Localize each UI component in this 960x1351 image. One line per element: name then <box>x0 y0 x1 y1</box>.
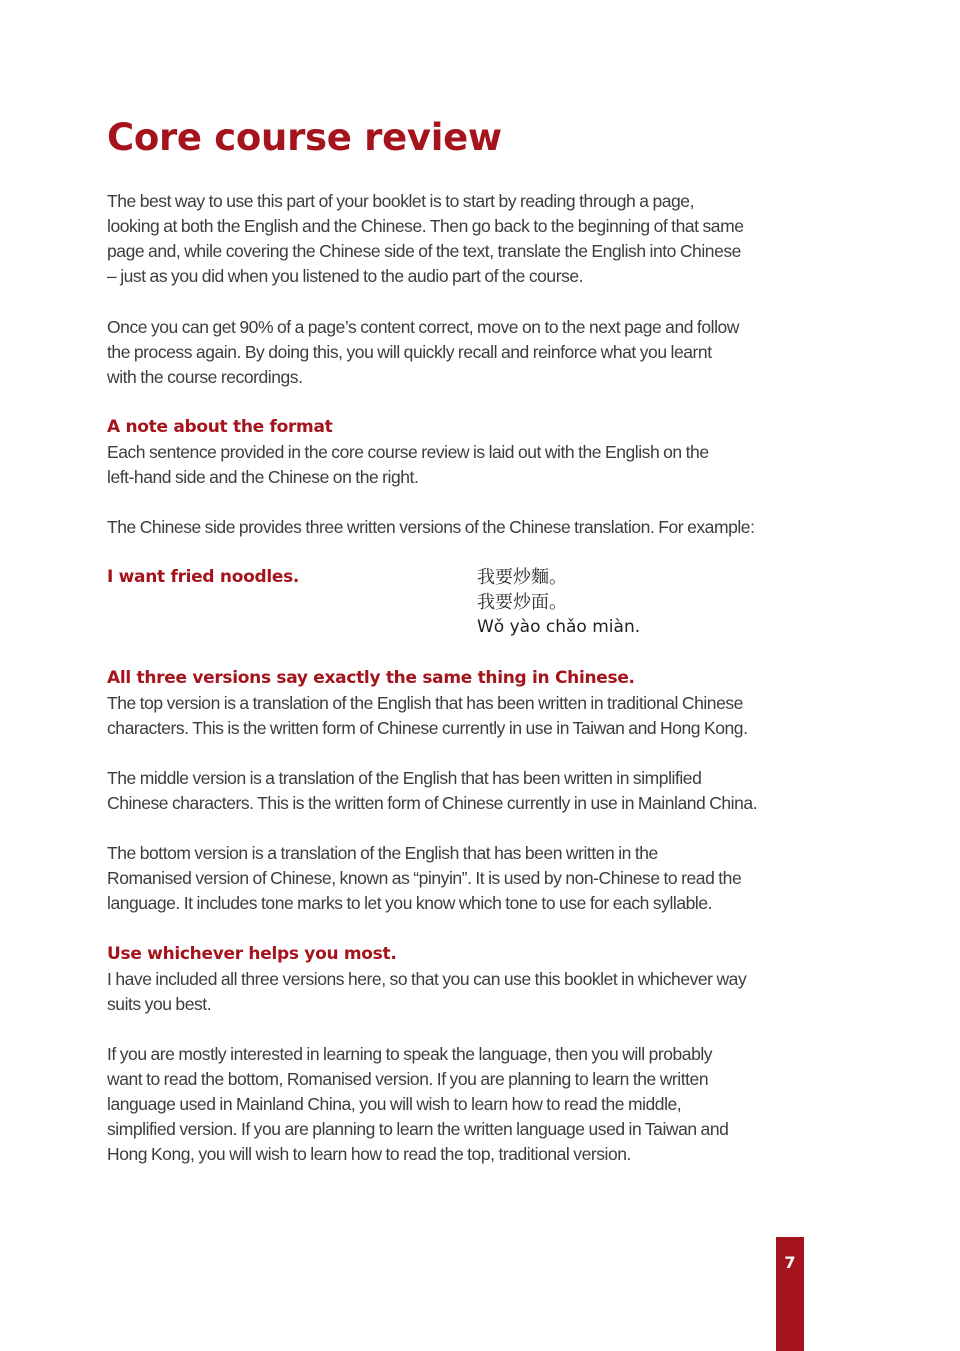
format-note-heading: A note about the format <box>107 417 333 437</box>
format-note-paragraph-2 <box>107 515 817 540</box>
versions-bottom-paragraph <box>107 841 817 916</box>
versions-middle-paragraph <box>107 766 817 816</box>
text-line: want to read the bottom, Romanised version. If you are planning to learn the written <box>107 1069 709 1089</box>
format-note-section-2 <box>107 515 817 540</box>
usage-section <box>107 942 817 1017</box>
text-line: The bottom version is a translation of the English that has been written in the <box>107 843 658 863</box>
text-line: looking at both the English and the Chinese. Then go back to the beginning of that same <box>107 216 744 236</box>
text-line: Each sentence provided in the core course review is laid out with the English on the <box>107 442 709 462</box>
format-note-paragraph-1 <box>107 440 817 490</box>
text-line: language used in Mainland China, you will wish to learn how to read the middle, <box>107 1094 682 1114</box>
versions-middle-section <box>107 766 817 816</box>
page-number: 7 <box>784 1253 796 1272</box>
versions-bottom-section <box>107 841 817 916</box>
text-line: characters. This is the written form of Chinese currently in use in Taiwan and Hong Kong. <box>107 718 748 738</box>
format-note-section <box>107 415 817 490</box>
versions-heading: All three versions say exactly the same thing in Chinese. <box>107 668 635 688</box>
usage-section-2 <box>107 1042 817 1167</box>
text-line: I have included all three versions here, so that you can use this booklet in whichever way <box>107 969 747 989</box>
usage-paragraph-1 <box>107 967 817 1017</box>
intro-section-2 <box>107 315 817 390</box>
text-line: Romanised version of Chinese, known as “pinyin”. It is used by non-Chinese to read the <box>107 868 742 888</box>
text-line: Hong Kong, you will wish to learn how to read the top, traditional version. <box>107 1144 631 1164</box>
versions-section <box>107 666 817 741</box>
text-line: The middle version is a translation of the English that has been written in simplified <box>107 768 702 788</box>
text-line: If you are mostly interested in learning to speak the language, then you will probably <box>107 1044 713 1064</box>
example-traditional: 我要炒麵。 <box>477 567 567 588</box>
text-line: the process again. By doing this, you will quickly recall and reinforce what you learnt <box>107 342 712 362</box>
text-line: Chinese characters. This is the written form of Chinese currently in use in Mainland China. <box>107 793 758 813</box>
usage-heading: Use whichever helps you most. <box>107 944 397 964</box>
example-simplified: 我要炒面。 <box>477 592 567 613</box>
text-line: suits you best. <box>107 994 212 1014</box>
intro-paragraph-2 <box>107 315 817 390</box>
intro-section <box>107 189 817 289</box>
text-line: page and, while covering the Chinese side of the text, translate the English into Chinese <box>107 241 741 261</box>
page-number-tab <box>776 1237 804 1351</box>
text-line: The top version is a translation of the English that has been written in traditional Chinese <box>107 693 743 713</box>
text-line: The best way to use this part of your booklet is to start by reading through a page, <box>107 191 694 211</box>
text-line: left-hand side and the Chinese on the right. <box>107 467 419 487</box>
versions-top-paragraph <box>107 691 817 741</box>
text-line: The Chinese side provides three written versions of the Chinese translation. For example: <box>107 517 755 537</box>
page-title: Core course review <box>107 116 502 159</box>
text-line: Once you can get 90% of a page’s content correct, move on to the next page and follow <box>107 317 739 337</box>
example-pinyin: Wǒ yào chǎo miàn. <box>477 617 641 637</box>
example-chinese <box>477 565 640 640</box>
text-line: with the course recordings. <box>107 367 303 387</box>
example-english: I want fried noodles. <box>107 567 300 587</box>
usage-paragraph-2 <box>107 1042 817 1167</box>
text-line: language. It includes tone marks to let you know which tone to use for each syllable. <box>107 893 713 913</box>
intro-paragraph-1 <box>107 189 817 289</box>
text-line: – just as you did when you listened to the audio part of the course. <box>107 266 584 286</box>
text-line: simplified version. If you are planning to learn the written language used in Taiwan and <box>107 1119 729 1139</box>
